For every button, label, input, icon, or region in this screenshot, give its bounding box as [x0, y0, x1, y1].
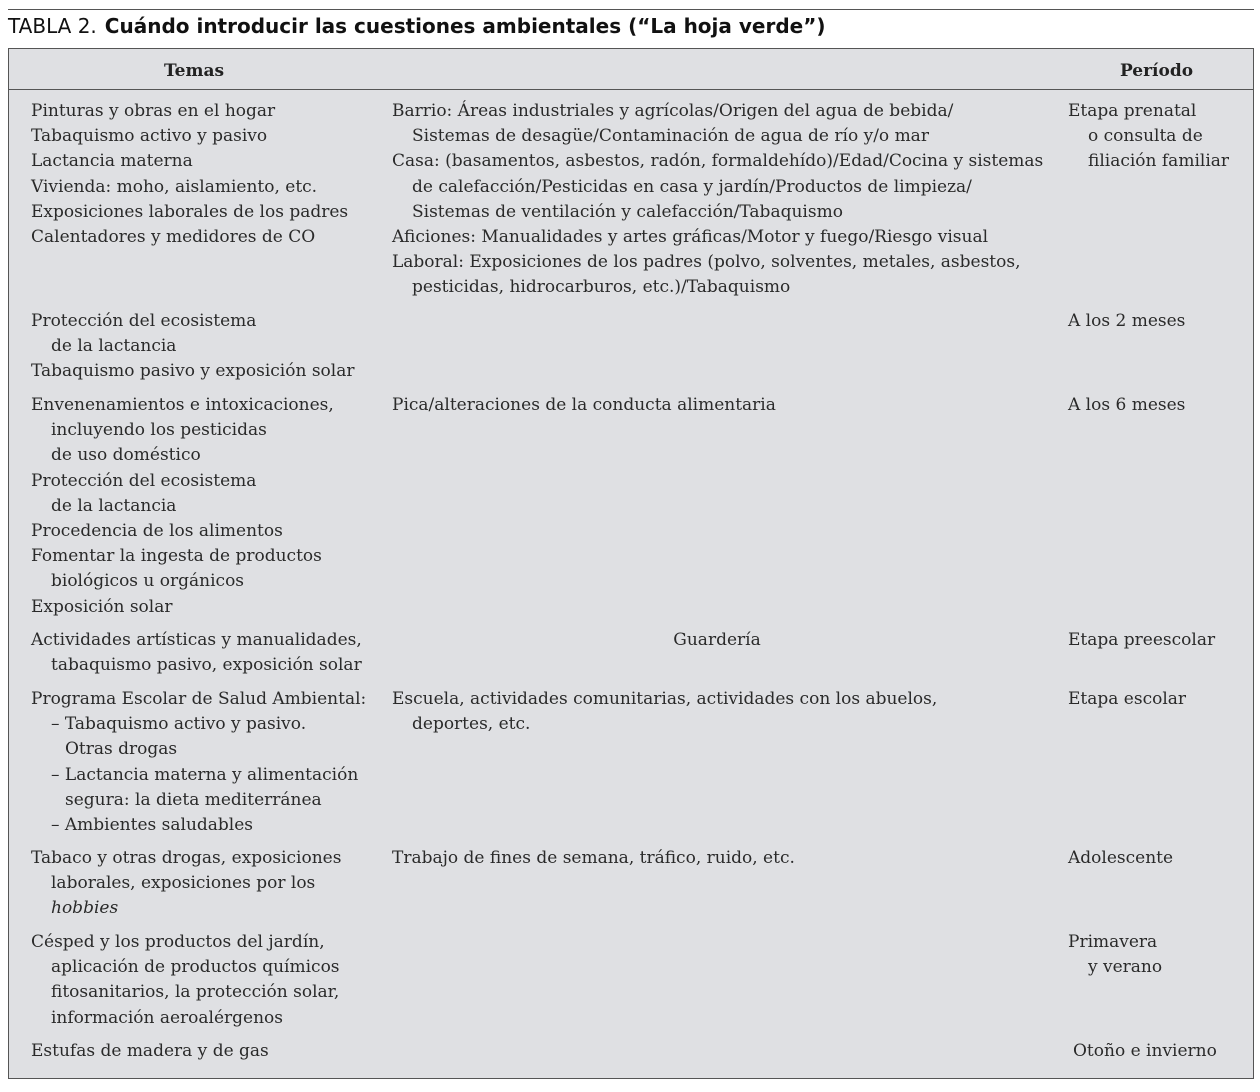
- cell-line: Trabajo de fines de semana, tráfico, ruido, etc.: [392, 848, 795, 868]
- cell-line: Procedencia de los alimentos: [31, 521, 283, 542]
- cell-line: Tabaquismo activo y pasivo: [31, 126, 268, 147]
- table-number: TABLA 2.: [8, 14, 97, 38]
- cell-line: Protección del ecosistema: [31, 470, 257, 491]
- row-6-periodo: [1068, 846, 1173, 871]
- cell-line: segura: la dieta mediterránea: [65, 789, 322, 810]
- cell-line: de la lactancia: [51, 495, 177, 516]
- row-5-temas: [31, 687, 366, 838]
- cell-line: o consulta de: [1088, 126, 1203, 147]
- cell-line: de uso doméstico: [51, 445, 201, 466]
- cell-line: fitosanitarios, la protección solar,: [51, 982, 340, 1003]
- cell-line: A los 6 meses: [1068, 395, 1186, 415]
- row-2-periodo: [1068, 309, 1185, 334]
- row-7-periodo: [1068, 930, 1162, 980]
- row-2-temas: [31, 309, 354, 385]
- row-8-periodo: [1073, 1039, 1217, 1064]
- cell-line: Exposiciones laborales de los padres: [31, 201, 349, 222]
- cell-line: Fomentar la ingesta de productos: [31, 546, 322, 567]
- cell-line: laborales, exposiciones por los: [51, 873, 316, 894]
- cell-line: Envenenamientos e intoxicaciones,: [31, 395, 334, 415]
- cell-line: Calentadores y medidores de CO: [31, 227, 316, 248]
- row-5-detalle: [392, 687, 937, 737]
- table: [8, 48, 1254, 1079]
- cell-line: biológicos u orgánicos: [51, 571, 245, 592]
- cell-line: Sistemas de ventilación y calefacción/Tabaquismo: [412, 201, 843, 222]
- cell-line: Tabaco y otras drogas, exposiciones: [31, 848, 342, 868]
- header-periodo: Período: [1119, 61, 1194, 81]
- cell-line: Protección del ecosistema: [31, 311, 257, 331]
- cell-line: Sistemas de desagüe/Contaminación de agua de río y/o mar: [412, 126, 929, 147]
- row-3-periodo: [1068, 393, 1185, 418]
- cell-line: Otras drogas: [65, 739, 178, 760]
- cell-line: – Tabaquismo activo y pasivo.: [51, 714, 307, 735]
- top-rule: [8, 9, 1254, 10]
- table-title: Cuándo introducir las cuestiones ambientales (“La hoja verde”): [104, 14, 826, 38]
- cell-line: tabaquismo pasivo, exposición solar: [51, 655, 362, 676]
- cell-line: Otoño e invierno: [1073, 1041, 1217, 1061]
- cell-line: Pinturas y obras en el hogar: [31, 101, 276, 121]
- hobbies-italic: hobbies: [51, 898, 119, 919]
- cell-line: Barrio: Áreas industriales y agrícolas/Origen del agua de bebida/: [392, 101, 954, 121]
- row-1-periodo: [1068, 99, 1229, 175]
- cell-line: Adolescente: [1068, 848, 1174, 868]
- cell-line: y verano: [1088, 957, 1163, 978]
- cell-line: Tabaquismo pasivo y exposición solar: [31, 361, 355, 382]
- row-6-temas: [31, 846, 341, 922]
- row-1-temas: [31, 99, 348, 250]
- cell-line: Etapa prenatal: [1068, 101, 1197, 121]
- row-8-temas: [31, 1039, 269, 1064]
- cell-line: Exposición solar: [31, 596, 173, 617]
- cell-line: – Lactancia materna y alimentación: [51, 764, 359, 785]
- cell-line: Actividades artísticas y manualidades,: [31, 630, 362, 650]
- cell-line: aplicación de productos químicos: [51, 957, 340, 978]
- row-7-temas: [31, 930, 340, 1031]
- cell-line: pesticidas, hidrocarburos, etc.)/Tabaquismo: [412, 277, 791, 298]
- cell-line: – Ambientes saludables: [51, 815, 254, 836]
- cell-line: [31, 896, 341, 921]
- cell-line: Primavera: [1068, 932, 1158, 952]
- cell-line: Guardería: [673, 630, 761, 650]
- cell-line: Escuela, actividades comunitarias, actividades con los abuelos,: [392, 689, 938, 709]
- cell-line: Laboral: Exposiciones de los padres (polvo, solventes, metales, asbestos,: [392, 252, 1021, 273]
- header-temas: Temas: [163, 61, 225, 81]
- cell-line: Programa Escolar de Salud Ambiental:: [31, 689, 367, 709]
- cell-line: Lactancia materna: [31, 151, 193, 172]
- row-3-temas: [31, 393, 334, 620]
- cell-line: Césped y los productos del jardín,: [31, 932, 325, 952]
- cell-line: Pica/alteraciones de la conducta alimentaria: [392, 395, 776, 415]
- cell-line: de la lactancia: [51, 336, 177, 357]
- row-4-temas: [31, 628, 362, 678]
- cell-line: incluyendo los pesticidas: [51, 420, 267, 441]
- row-4-detalle: [392, 628, 1042, 653]
- cell-line: Casa: (basamentos, asbestos, radón, formaldehído)/Edad/Cocina y sistemas: [392, 151, 1044, 172]
- cell-line: A los 2 meses: [1068, 311, 1186, 331]
- row-1-detalle: [392, 99, 1043, 301]
- cell-line: deportes, etc.: [412, 714, 531, 735]
- cell-line: filiación familiar: [1088, 151, 1230, 172]
- cell-line: Etapa preescolar: [1068, 630, 1216, 650]
- cell-line: información aeroalérgenos: [51, 1007, 284, 1028]
- row-5-periodo: [1068, 687, 1186, 712]
- cell-line: Etapa escolar: [1068, 689, 1187, 709]
- row-4-periodo: [1068, 628, 1215, 653]
- row-3-detalle: [392, 393, 776, 418]
- cell-line: Aficiones: Manualidades y artes gráficas/Motor y fuego/Riesgo visual: [392, 227, 989, 248]
- cell-line: Estufas de madera y de gas: [31, 1041, 269, 1061]
- cell-line: Vivienda: moho, aislamiento, etc.: [31, 176, 318, 197]
- table-header: [9, 49, 1253, 90]
- table-caption: [8, 14, 1254, 38]
- row-6-detalle: [392, 846, 795, 871]
- cell-line: de calefacción/Pesticidas en casa y jardín/Productos de limpieza/: [412, 176, 972, 197]
